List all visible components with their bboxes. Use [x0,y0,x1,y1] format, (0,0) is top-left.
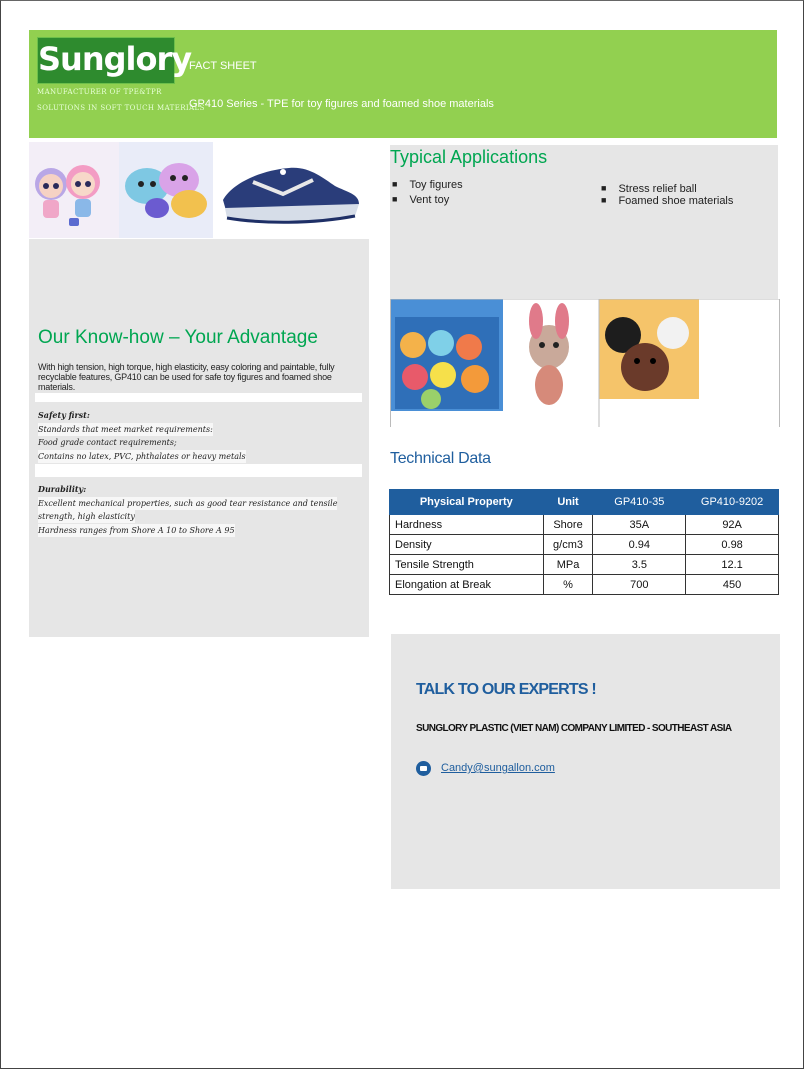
knowhow-panel [29,239,369,637]
application-item: ■ Toy figures [392,179,463,191]
product-image-row [29,142,369,238]
tagline-2: SOLUTIONS IN SOFT TOUCH MATERIALS [37,104,205,112]
technical-heading: Technical Data [390,450,491,467]
table-row [390,575,779,595]
squishy-toys-image [119,142,213,238]
table-cell: 0.98 [686,535,779,555]
table-cell: 0.94 [593,535,686,555]
safety-item: Food grade contact requirements; [38,438,177,447]
table-cell: MPa [543,555,593,575]
application-item: ■ Stress relief ball [601,183,697,195]
table-cell: 92A [686,515,779,535]
sunglory-logo [37,37,192,84]
company-name: SUNGLORY PLASTIC (VIET NAM) COMPANY LIMITED - SOUTHEAST ASIA [416,723,732,734]
tagline-1: MANUFACTURER OF TPE&TPR [37,88,162,96]
email-link[interactable]: Candy@sungallon.com [441,762,555,774]
table-cell: 3.5 [593,555,686,575]
column-header: Unit [543,490,593,515]
column-header: GP410-35 [593,490,686,515]
table-cell: Shore [543,515,593,535]
application-photos [390,299,780,427]
table-cell: 700 [593,575,686,595]
table-cell: Density [390,535,544,555]
column-header: GP410-9202 [686,490,779,515]
applications-panel [390,145,778,299]
email-icon [416,761,431,776]
technical-data-table [389,489,779,595]
table-row [390,535,779,555]
contact-heading: TALK TO OUR EXPERTS ! [416,681,596,698]
contact-panel [391,634,780,889]
safety-title [38,409,90,422]
table-header-row [390,490,779,515]
durability-item: strength, high elasticity [38,512,135,521]
doc-type-label: FACT SHEET [189,60,257,72]
table-cell: 35A [593,515,686,535]
toy-dolls-image [29,142,119,238]
table-cell: g/cm3 [543,535,593,555]
safety-item: Standards that meet market requirements: [38,425,213,434]
application-photos-graphic [391,299,779,427]
divider-bar [35,393,362,402]
table-cell: % [543,575,593,595]
table-cell: Tensile Strength [390,555,544,575]
durability-item: Excellent mechanical properties, such as good tear resistance and tensile [38,499,338,508]
applications-heading: Typical Applications [390,147,548,167]
knowhow-heading: Our Know-how – Your Advantage [38,327,318,348]
durability-item: Hardness ranges from Shore A 10 to Shore A 95 [38,526,235,535]
application-item: ■ Vent toy [392,194,449,206]
table-cell: Hardness [390,515,544,535]
durability-title [38,483,86,496]
logo-text: Sunglory [38,40,192,78]
column-header: Physical Property [390,490,544,515]
durability-title-text: Durability: [38,484,87,494]
table-row [390,555,779,575]
knowhow-paragraph: With high tension, high torque, high elasticity, easy coloring and paintable, fully recyclable features, GP410 can be used for safe toy figures and foamed shoe materials. [38,362,335,392]
safety-item: Contains no latex, PVC, phthalates or heavy metals [38,452,246,461]
table-cell: 450 [686,575,779,595]
table-row [390,515,779,535]
divider-bar [35,464,362,477]
safety-title-text: Safety first: [38,410,90,420]
running-shoe-image [213,142,369,238]
application-item: ■ Foamed shoe materials [601,195,733,207]
table-cell: 12.1 [686,555,779,575]
header-band [29,30,777,138]
table-cell: Elongation at Break [390,575,544,595]
doc-subtitle: GP410 Series - TPE for toy figures and foamed shoe materials [189,98,494,110]
